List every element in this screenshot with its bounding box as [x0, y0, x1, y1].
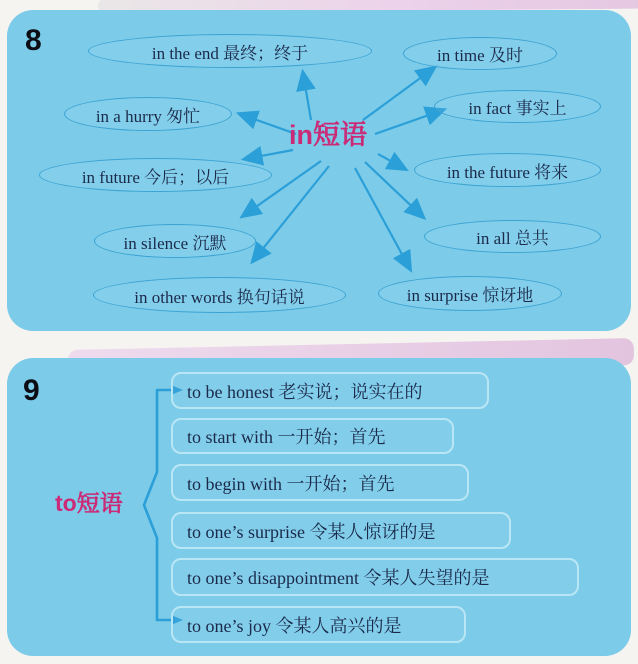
ellipse-in-the-future: in the future 将来	[414, 153, 601, 187]
arrow-to-in-the-end	[303, 73, 311, 120]
ellipse-in-fact: in fact 事实上	[434, 90, 601, 123]
ellipse-in-silence: in silence 沉默	[94, 224, 256, 258]
panel-in-phrases	[7, 10, 631, 331]
arrow-to-in-a-hurry	[240, 114, 296, 134]
bracket-line	[144, 390, 172, 620]
ellipse-in-future: in future 今后；以后	[39, 158, 272, 192]
ellipse-in-the-end: in the end 最终；终于	[88, 34, 372, 68]
ellipse-in-time: in time 及时	[403, 37, 557, 70]
arrow-to-in-the-future	[378, 154, 405, 169]
ellipse-in-all: in all 总共	[424, 220, 601, 253]
section-number-8: 8	[25, 24, 42, 57]
section-number-9: 9	[23, 374, 40, 407]
ellipse-in-surprise: in surprise 惊讶地	[378, 276, 562, 311]
box-to-ones-joy: to one’s joy 令某人高兴的是	[171, 606, 466, 643]
arrow-to-in-time	[363, 68, 434, 120]
box-to-start-with: to start with 一开始；首先	[171, 418, 454, 454]
in-phrases-center-label: in短语	[289, 120, 367, 150]
arrow-to-in-future	[245, 150, 293, 159]
ellipse-in-a-hurry: in a hurry 匆忙	[64, 97, 232, 131]
box-to-ones-disappointment: to one’s disappointment 令某人失望的是	[171, 558, 579, 596]
to-phrases-label: to短语	[55, 490, 123, 516]
panel-to-phrases	[7, 358, 631, 656]
arrow-to-in-fact	[375, 110, 443, 134]
arrow-to-in-surprise	[355, 168, 410, 269]
box-to-ones-surprise: to one’s surprise 令某人惊讶的是	[171, 512, 511, 549]
ellipse-in-other-words: in other words 换句话说	[93, 277, 346, 313]
box-to-begin-with: to begin with 一开始；首先	[171, 464, 469, 501]
box-to-be-honest: to be honest 老实说；说实在的	[171, 372, 489, 409]
